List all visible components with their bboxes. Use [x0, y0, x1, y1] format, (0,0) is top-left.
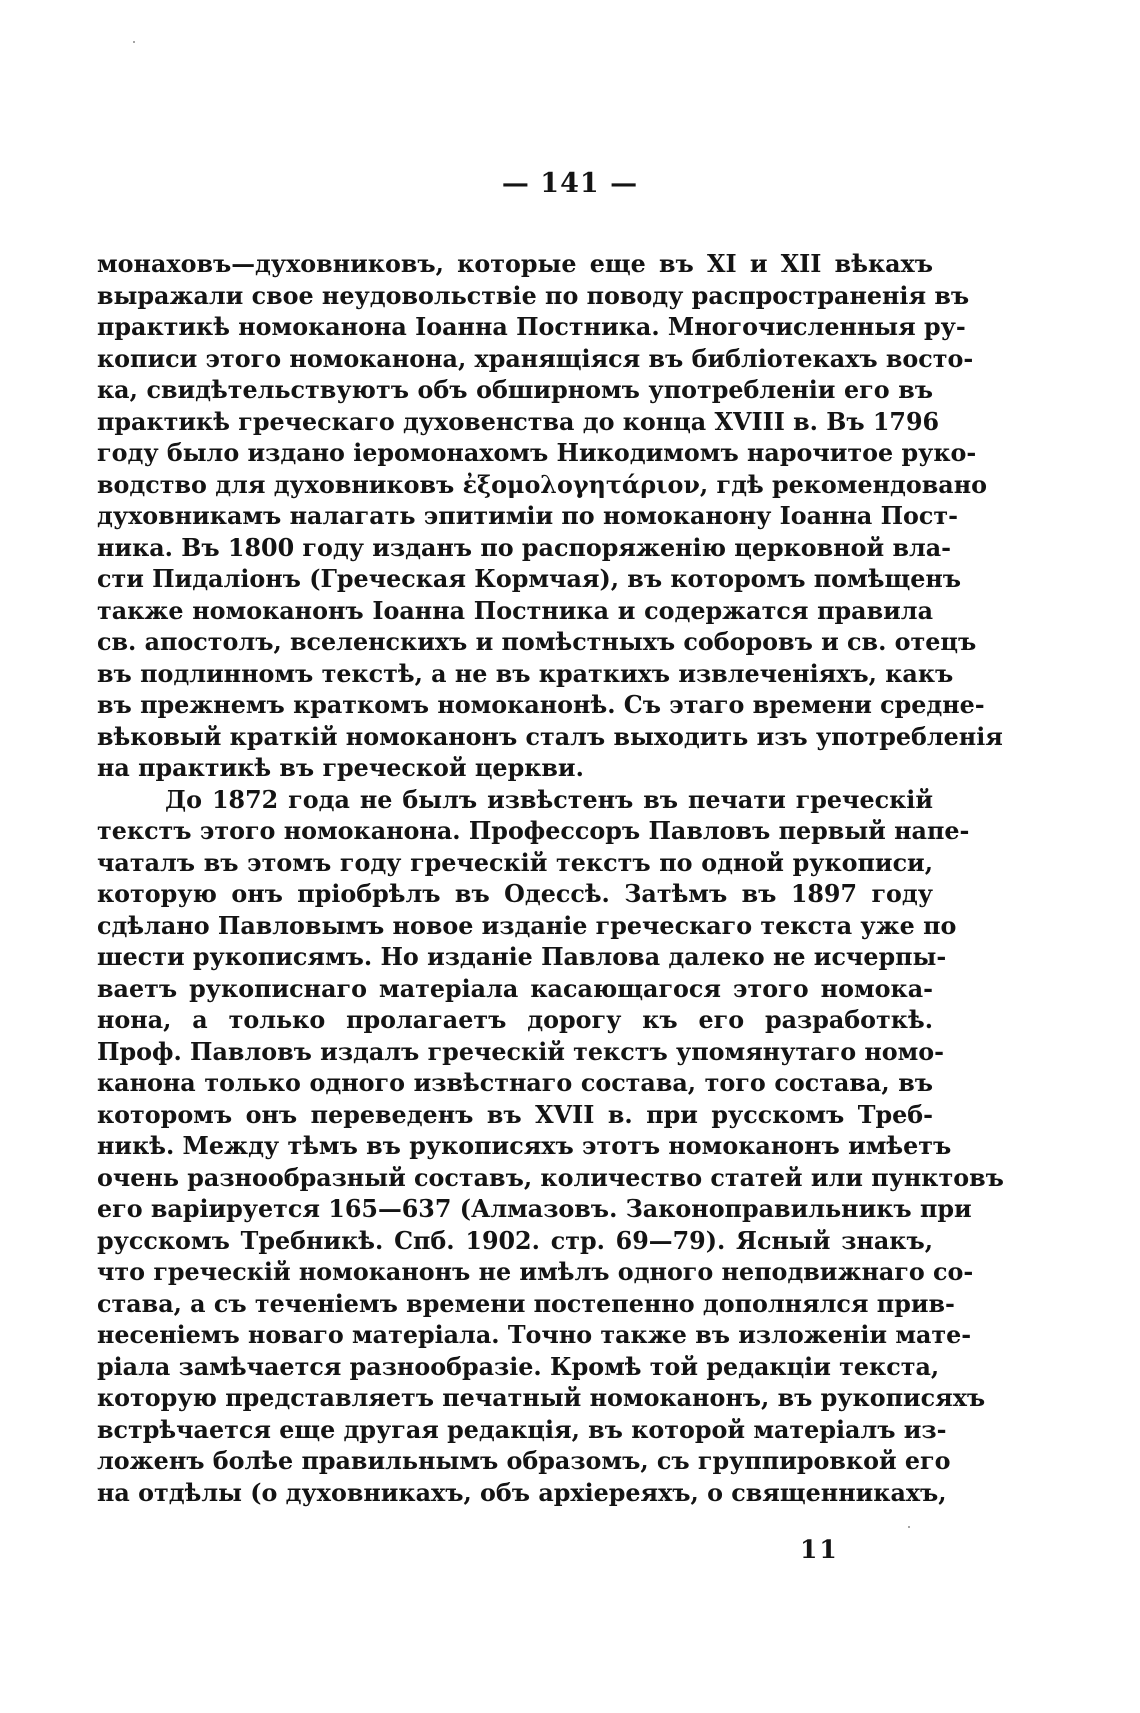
text-line: ріала замѣчается разнообразіе. Кромѣ той редакціи текста, — [97, 1352, 940, 1381]
text-line: его варіируется 165—637 (Алмазовъ. Законоправильникъ при — [97, 1195, 972, 1223]
text-line: несеніемъ новаго матеріала. Точно также въ изложеніи мате- — [97, 1321, 972, 1349]
text-line: сдѣлано Павловымъ новое изданіе греческаго текста уже по — [97, 911, 957, 940]
page-number: — 141 — — [501, 168, 639, 199]
text-line: выражали свое неудовольствіе по поводу распространенія въ — [97, 281, 970, 310]
text-line: монаховъ—духовниковъ, которые еще въ XI и XII вѣкахъ — [97, 250, 933, 278]
text-line: въ подлинномъ текстѣ, а не въ краткихъ извлеченіяхъ, какъ — [97, 659, 954, 688]
text-line: кописи этого номоканона, хранящіяся въ библіотекахъ восто- — [97, 344, 974, 373]
text-line: Проф. Павловъ издалъ греческій текстъ упомянутаго номо- — [97, 1037, 945, 1066]
text-line: До 1872 года не былъ извѣстенъ въ печати греческій — [165, 785, 933, 814]
text-line: также номоканонъ Іоанна Постника и содержатся правила — [97, 596, 933, 625]
text-line: нона, а только пролагаетъ дорогу къ его разработкѣ. — [97, 1006, 933, 1034]
text-line: вѣковый краткій номоканонъ сталъ выходить изъ употребленія — [97, 722, 1003, 751]
text-line: на практикѣ въ греческой церкви. — [97, 754, 584, 782]
signature-mark: 11 — [800, 1535, 839, 1564]
text-line: текстъ этого номоканона. Профессоръ Павловъ первый напе- — [97, 817, 970, 845]
text-line: чаталъ въ этомъ году греческій текстъ по одной рукописи, — [97, 848, 933, 877]
text-line: практикѣ греческаго духовенства до конца XVIII в. Въ 1796 — [97, 407, 940, 436]
text-line: которомъ онъ переведенъ въ XVII в. при русскомъ Треб- — [97, 1100, 933, 1129]
text-line: въ прежнемъ краткомъ номоканонѣ. Съ этаго времени средне- — [97, 691, 985, 719]
text-line: ника. Въ 1800 году изданъ по распоряженію церковной вла- — [97, 533, 952, 562]
text-line: духовникамъ налагать эпитиміи по номоканону Іоанна Пост- — [97, 502, 959, 530]
text-line: ложенъ болѣе правильнымъ образомъ, съ группировкой его — [97, 1447, 951, 1475]
text-line: очень разнообразный составъ, количество статей или пунктовъ — [97, 1163, 1004, 1192]
text-line: канона только одного извѣстнаго состава, того состава, въ — [97, 1069, 933, 1097]
text-line: русскомъ Требникѣ. Спб. 1902. стр. 69—79). Ясный знакъ, — [97, 1226, 933, 1255]
text-line: практикѣ номоканона Іоанна Постника. Многочисленныя ру- — [97, 313, 966, 341]
text-line: что греческій номоканонъ не имѣлъ одного неподвижнаго со- — [97, 1258, 974, 1286]
text-line: на отдѣлы (о духовникахъ, объ архіереяхъ, о священникахъ, — [97, 1478, 947, 1507]
scan-speck — [133, 41, 135, 43]
text-line: никѣ. Между тѣмъ въ рукописяхъ этотъ номоканонъ имѣетъ — [97, 1132, 952, 1160]
text-line: водство для духовниковъ ἐξομολογητάριον, гдѣ рекомендовано — [97, 470, 988, 499]
text-line: которую онъ пріобрѣлъ въ Одессѣ. Затѣмъ въ 1897 году — [97, 880, 933, 908]
text-line: ваетъ рукописнаго матеріала касающагося этого номока- — [97, 974, 933, 1003]
text-line: св. апостолъ, вселенскихъ и помѣстныхъ соборовъ и св. отецъ — [97, 628, 977, 656]
text-line: шести рукописямъ. Но изданіе Павлова далеко не исчерпы- — [97, 943, 947, 971]
scan-speck — [908, 1526, 910, 1528]
text-line: которую представляетъ печатный номоканонъ, въ рукописяхъ — [97, 1384, 986, 1412]
text-line: ка, свидѣтельствуютъ объ обширномъ употребленіи его въ — [97, 376, 933, 404]
text-line: сти Пидаліонъ (Греческая Кормчая), въ которомъ помѣщенъ — [97, 565, 962, 593]
text-line: става, а съ теченіемъ времени постепенно дополнялся прив- — [97, 1289, 955, 1318]
text-line: встрѣчается еще другая редакція, въ которой матеріалъ из- — [97, 1415, 947, 1444]
text-block — [97, 249, 1004, 1509]
text-line: году было издано іеромонахомъ Никодимомъ нарочитое руко- — [97, 439, 977, 467]
